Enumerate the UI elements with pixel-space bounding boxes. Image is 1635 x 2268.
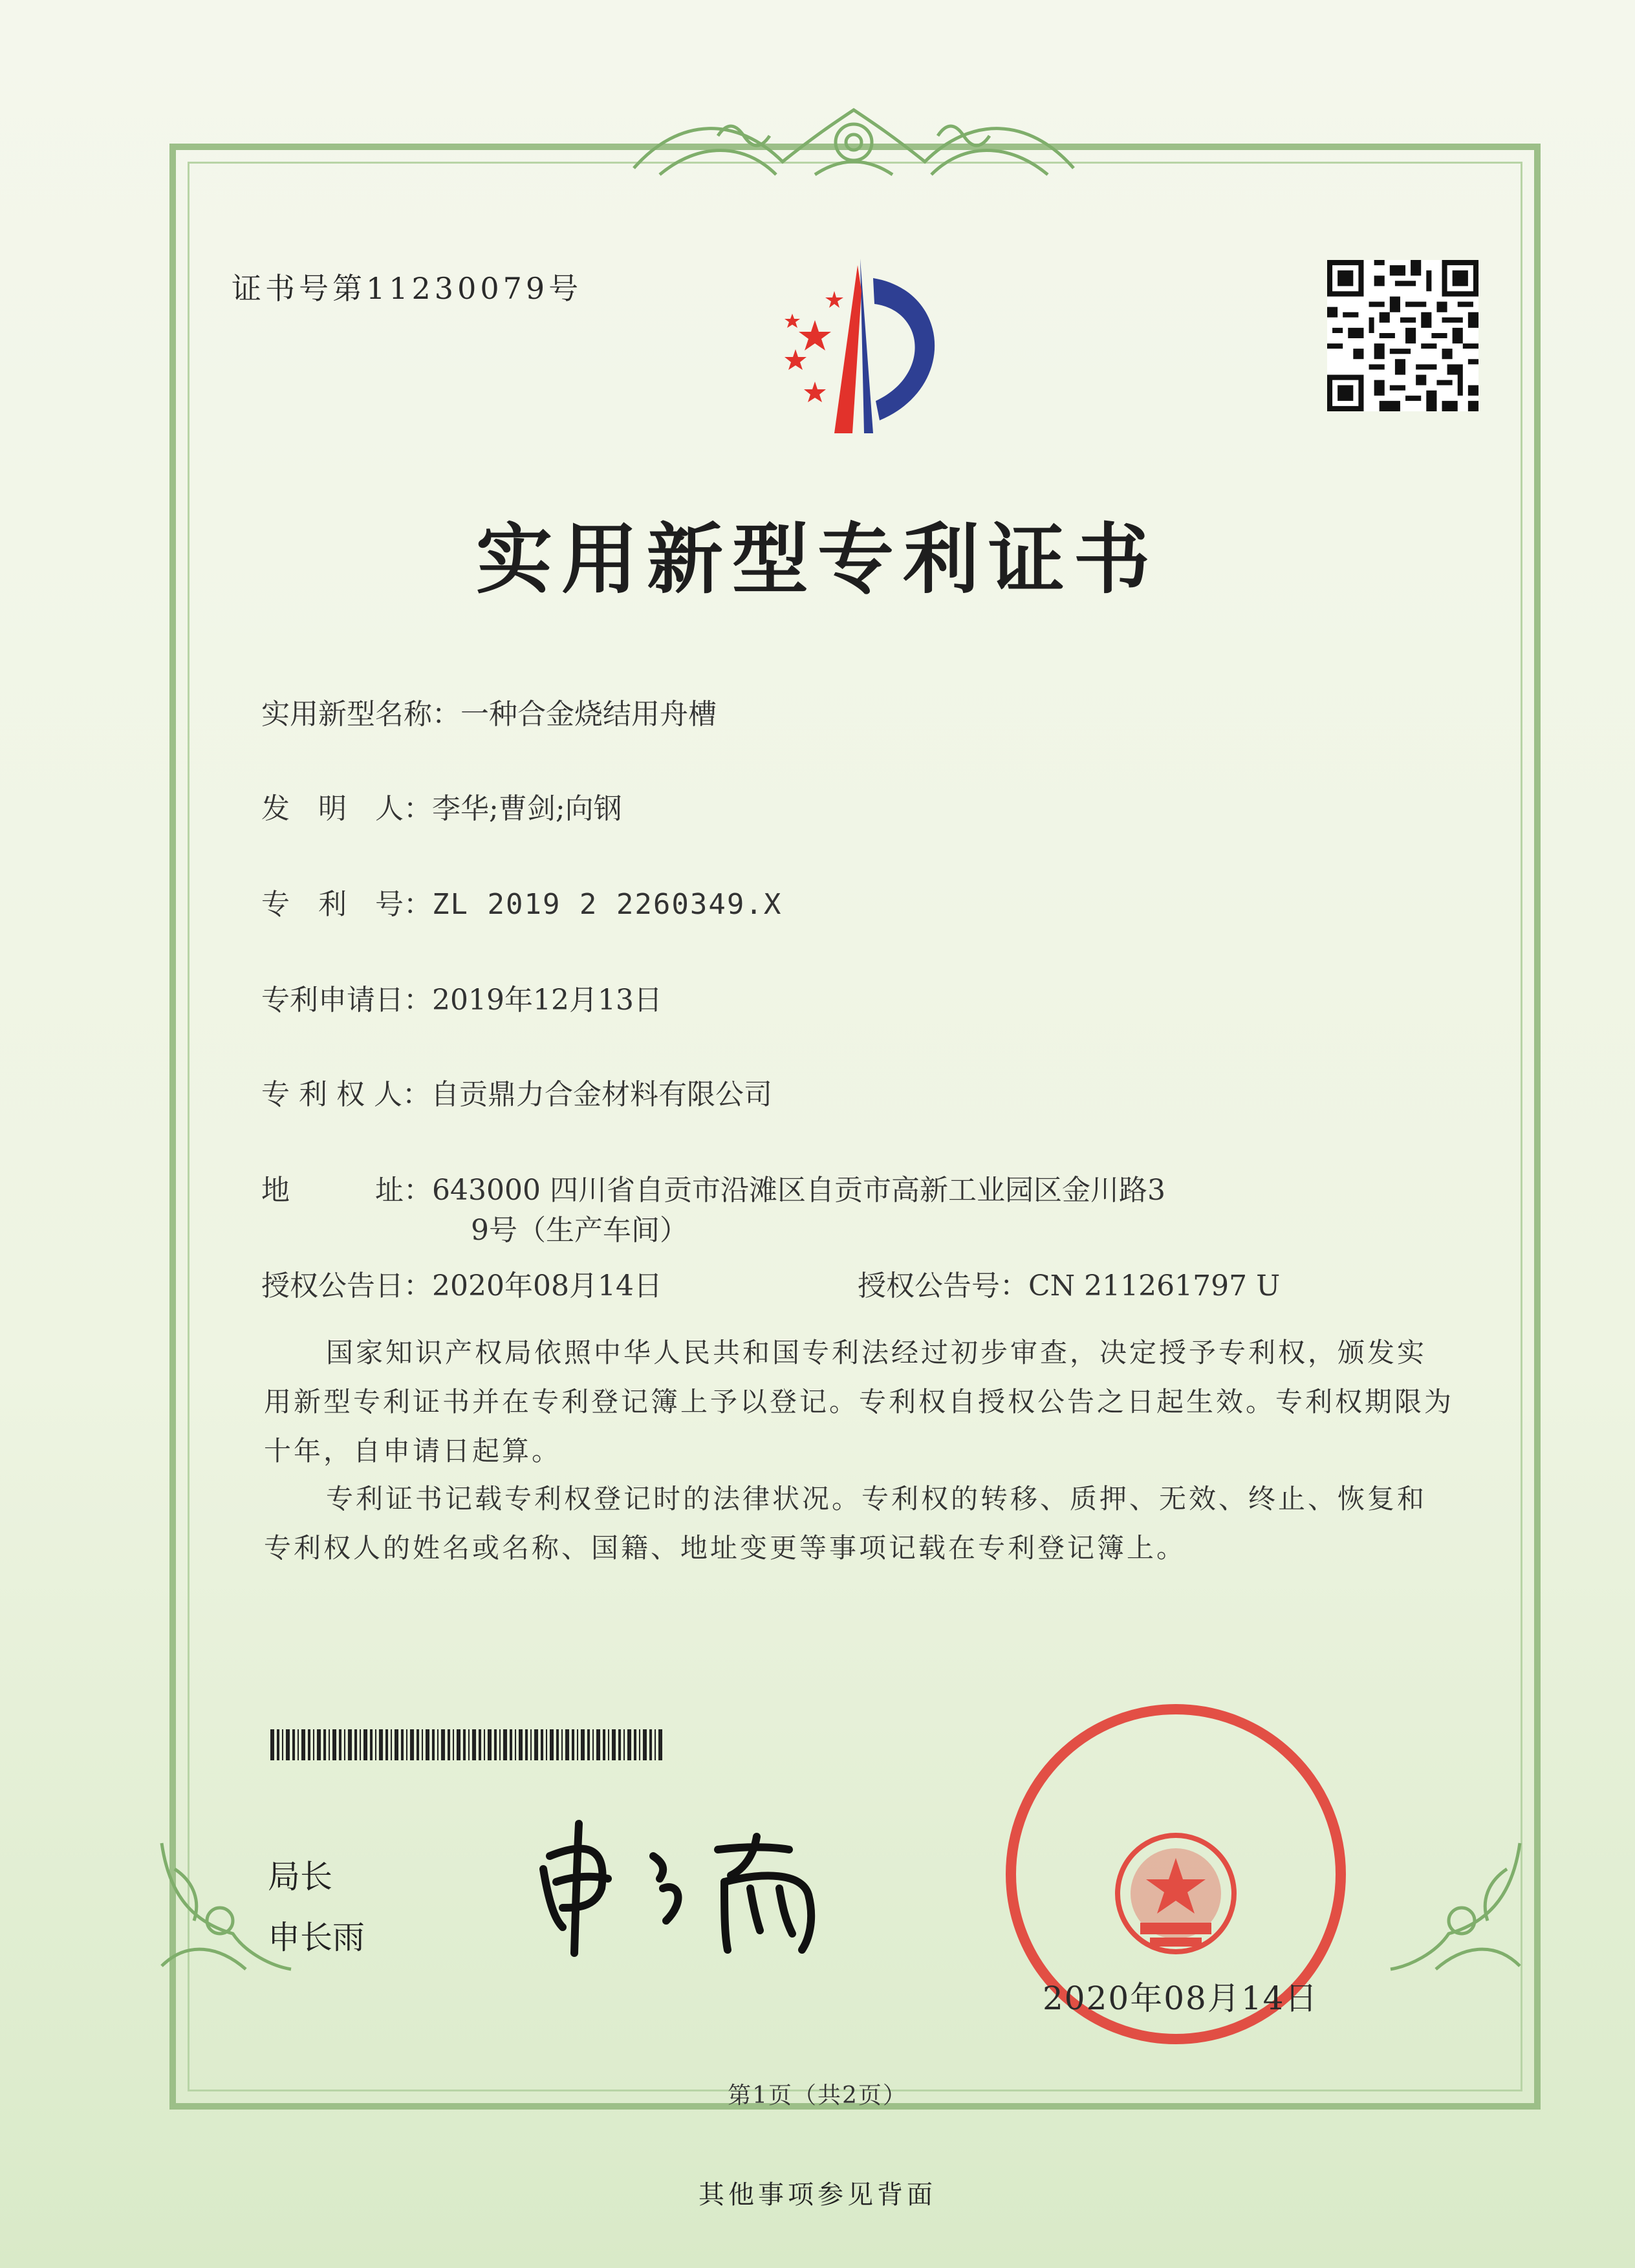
director-name: 申长雨 [268,1919,365,1956]
patent-number-row [261,881,782,922]
signature-icon [530,1811,867,1960]
grant-number-row [858,1262,1280,1304]
certificate-number: 证书号第11230079号 [232,271,583,306]
utility-model-name-value: 一种合金烧结用舟槽 [460,698,717,731]
inventor-value: 李华;曹剑;向钢 [432,792,622,825]
filing-date-label: 专利申请日： [261,984,432,1017]
address-row [261,1167,1165,1208]
top-ornament-icon [621,97,1087,194]
address-line2: 9号（生产车间） [471,1214,688,1247]
grant-number-value: CN 211261797 U [1028,1269,1281,1302]
qr-code-icon [1327,260,1478,411]
filing-date-row [261,977,662,1018]
grant-number-label: 授权公告号： [858,1269,1028,1302]
inventor-label: 发 明 人： [261,792,432,825]
page-number: 第1页（共2页） [728,2082,907,2109]
bottom-right-ornament-icon [1384,1830,1533,1979]
utility-model-name-label: 实用新型名称： [261,698,460,731]
grant-statement-paragraph: 国家知识产权局依照中华人民共和国专利法经过初步审查，决定授予专利权，颁发实用新型专利证书并在专利登记簿上予以登记。专利权自授权公告之日起生效。专利权期限为十年，自申请日起算。 [264,1337,1455,1467]
legal-status-paragraph: 专利证书记载专利权登记时的法律状况。专利权的转移、质押、无效、终止、恢复和专利权人的姓名或名称、国籍、地址变更等事项记载在专利登记簿上。 [264,1483,1427,1564]
patent-number-label: 专 利 号： [261,888,432,921]
footer-note: 其他事项参见背面 [698,2180,937,2210]
address-line1: 643000 四川省自贡市沿滩区自贡市高新工业园区金川路3 [432,1174,1165,1207]
certificate-title: 实用新型专利证书 [475,514,1159,604]
patentee-value: 自贡鼎力合金材料有限公司 [430,1078,772,1111]
patentee-label: 专 利 权 人： [261,1078,431,1111]
seal-date: 2020年08月14日 [1043,1980,1319,2017]
grant-date-label: 授权公告日： [261,1269,432,1302]
grant-date-value: 2020年08月14日 [432,1269,662,1302]
cnipa-logo-icon [737,252,983,440]
address-label: 地 址： [261,1174,432,1207]
utility-model-name-row [261,691,717,732]
filing-date-value: 2019年12月13日 [432,984,662,1017]
patent-number-value: ZL 2019 2 2260349.X [432,888,783,921]
inventor-row [261,785,622,826]
patentee-row [261,1071,772,1112]
barcode-icon [270,1729,666,1760]
grant-date-row [261,1262,662,1304]
director-title: 局长 [268,1858,332,1895]
